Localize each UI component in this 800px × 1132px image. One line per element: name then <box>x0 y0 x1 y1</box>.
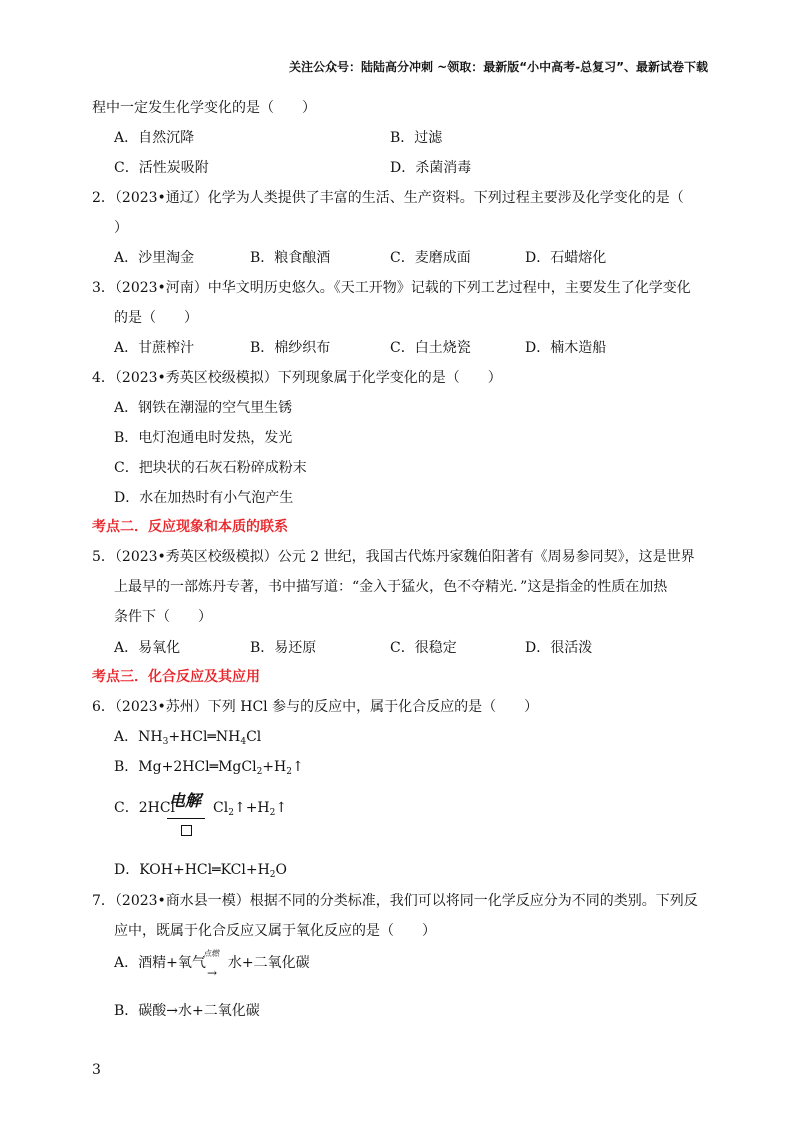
option-b: B．碳酸→水+二氧化碳 <box>114 1003 260 1019</box>
option-a: A．沙里淘金 <box>114 250 195 266</box>
option-b: B．易还原 <box>250 640 317 656</box>
question-5-stem-cont: 上最早的一部炼丹专著，书中描写道：“金入于猛火，色不夺精光．”这是指金的性质在加热 <box>114 579 668 595</box>
option-b: B．$Mg+2HCl═MgCl_2+H_2↑$ <box>114 759 304 777</box>
option-a: A．钢铁在潮湿的空气里生锈 <box>114 400 293 416</box>
question-5-stem-cont: 条件下（ ） <box>114 609 212 625</box>
option-a: A．自然沉降 <box>114 130 195 146</box>
question-5-stem: 5．（2023•秀英区校级模拟）公元 2 世纪，我国古代炼丹家魏伯阳著有《周易参同契》，这是世界 <box>92 549 695 565</box>
page-number: 3 <box>92 1062 101 1078</box>
option-d: D．水在加热时有小气泡产生 <box>114 490 294 506</box>
option-b: B．粮食酿酒 <box>250 250 331 266</box>
option-c: C．白土烧瓷 <box>390 340 471 356</box>
reaction-condition: 点燃 <box>203 949 219 958</box>
question-7-stem-cont: 应中，既属于化合反应又属于氧化反应的是（ ） <box>114 923 436 939</box>
option-b: B．棉纱织布 <box>250 340 331 356</box>
option-b: B．过滤 <box>390 130 443 146</box>
option-a: A．酒精+氧气 水+二氧化碳 <box>114 955 310 971</box>
option-a: A．甘蔗榨汁 <box>114 340 195 356</box>
section-heading: 考点二．反应现象和本质的联系 <box>92 519 288 535</box>
option-b: B．电灯泡通电时发热，发光 <box>114 430 293 446</box>
question-1-stem: 程中一定发生化学变化的是（ ） <box>92 100 316 116</box>
question-4-stem: 4．（2023•秀英区校级模拟）下列现象属于化学变化的是（ ） <box>92 370 502 386</box>
question-2-stem: 2．（2023•通辽）化学为人类提供了丰富的生活、生产资料。下列过程主要涉及化学变化的是（ <box>92 190 684 206</box>
option-d: D．$KOH+HCl═KCl+H_2O$ <box>114 862 287 880</box>
option-c: C．2HCl $Cl_2↑+H_2↑$ <box>114 800 288 818</box>
section-heading: 考点三．化合反应及其应用 <box>92 669 260 685</box>
reaction-condition: 电解 <box>169 791 202 810</box>
option-a: A．易氧化 <box>114 640 181 656</box>
option-d: D．石蜡熔化 <box>525 250 607 266</box>
question-3-stem-cont: 的是（ ） <box>114 310 198 326</box>
question-7-stem: 7．（2023•商水县一模）根据不同的分类标准，我们可以将同一化学反应分为不同的类别。下列反 <box>92 893 698 909</box>
option-c: C．麦磨成面 <box>390 250 471 266</box>
missing-glyph-box <box>181 825 192 836</box>
option-c: C．很稳定 <box>390 640 457 656</box>
question-3-stem: 3．（2023•河南）中华文明历史悠久。《天工开物》记载的下列工艺过程中，主要发生了化学变化 <box>92 280 691 296</box>
reaction-arrow: → <box>207 966 218 980</box>
reaction-line <box>167 818 205 819</box>
option-d: D．很活泼 <box>525 640 593 656</box>
option-c: C．把块状的石灰石粉碎成粉末 <box>114 460 307 476</box>
option-c: C．活性炭吸附 <box>114 160 209 176</box>
page-header: 关注公众号：陆陆高分冲刺 ~领取：最新版“小中高考-总复习”、最新试卷下载 <box>289 60 708 74</box>
option-d: D．楠木造船 <box>525 340 607 356</box>
option-a: A．$NH_3+HCl═NH_4Cl$ <box>114 729 262 747</box>
option-d: D．杀菌消毒 <box>390 160 472 176</box>
question-2-stem-cont: ） <box>114 220 128 236</box>
question-6-stem: 6．（2023•苏州）下列 HCl 参与的反应中，属于化合反应的是（ ） <box>92 699 539 715</box>
